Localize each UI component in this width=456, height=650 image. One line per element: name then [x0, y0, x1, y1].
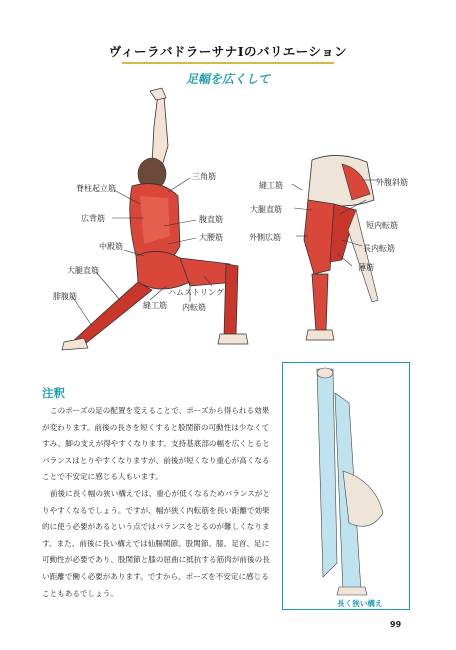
label-erector-spinae: 脊柱起立筋 — [76, 184, 116, 193]
label-adductor-brevis: 短内転筋 — [366, 221, 398, 230]
label-external-oblique: 外腹斜筋 — [376, 178, 408, 187]
long-narrow-stance-illustration — [283, 363, 409, 609]
label-psoas: 大腰筋 — [199, 233, 223, 242]
label-vastus-lateralis: 外側広筋 — [249, 233, 281, 242]
panel-caption: 長く狭い構え — [337, 599, 383, 608]
label-sartorius-left: 縫工筋 — [143, 301, 167, 310]
label-rectus-abdominis: 腹直筋 — [199, 215, 223, 224]
label-latissimus: 広背筋 — [81, 214, 105, 223]
label-rectus-femoris-left: 大腿直筋 — [67, 266, 99, 275]
note-body — [42, 403, 276, 602]
label-gastrocnemius: 腓腹筋 — [53, 292, 77, 301]
label-hamstring: ハムストリング — [168, 288, 224, 297]
stance-figure-panel — [282, 362, 410, 610]
note-paragraph-2: 前後に長く幅の狭い構えでは、重心が低くなるためバランスがとりやすくなるでしょう。ですが、幅が狭く内転筋を長い距離で効果的に使う必要があるという点ではバランスをとるのが難しくなります。また、前後に長い構えでは仙腸関節、股関節、膝、足首、足に可動性が必要であり、股関節と膝の屈曲に抵抗する筋肉が前後の長い距離で働く必要があります。ですから、ポーズを不安定に感じることもあるでしょう。 — [42, 488, 270, 598]
page-subtitle: 足幅を広くして — [185, 72, 270, 86]
label-gracilis: 薄筋 — [358, 263, 374, 272]
note-heading: 注釈 — [42, 386, 65, 400]
lunge-figure-illustration — [40, 86, 270, 356]
label-adductor-left: 内転筋 — [182, 303, 206, 312]
label-gluteus-medius: 中殿筋 — [99, 242, 123, 251]
label-rectus-femoris-right: 大腿直筋 — [250, 205, 282, 214]
label-deltoid: 三角筋 — [192, 172, 216, 181]
page-number: 99 — [390, 620, 402, 629]
note-paragraph-1: このポーズの足の配置を変えることで、ポーズから得られる効果が変わります。前後の長さを短くすると股関節の可動性は少なくてすみ、脚の支えが得やすくなります。支持基底部の幅を広くとるとバランスはとりやすくなりますが、前後が短くなり重心が高くなることで不安定に感じる人もいます。 — [42, 406, 270, 482]
title-underline — [122, 62, 334, 64]
page-title: ヴィーラバドラーサナⅠのバリエーション — [108, 44, 348, 59]
label-sartorius-right: 縫工筋 — [259, 181, 283, 190]
label-adductor-longus: 長内転筋 — [363, 244, 395, 253]
